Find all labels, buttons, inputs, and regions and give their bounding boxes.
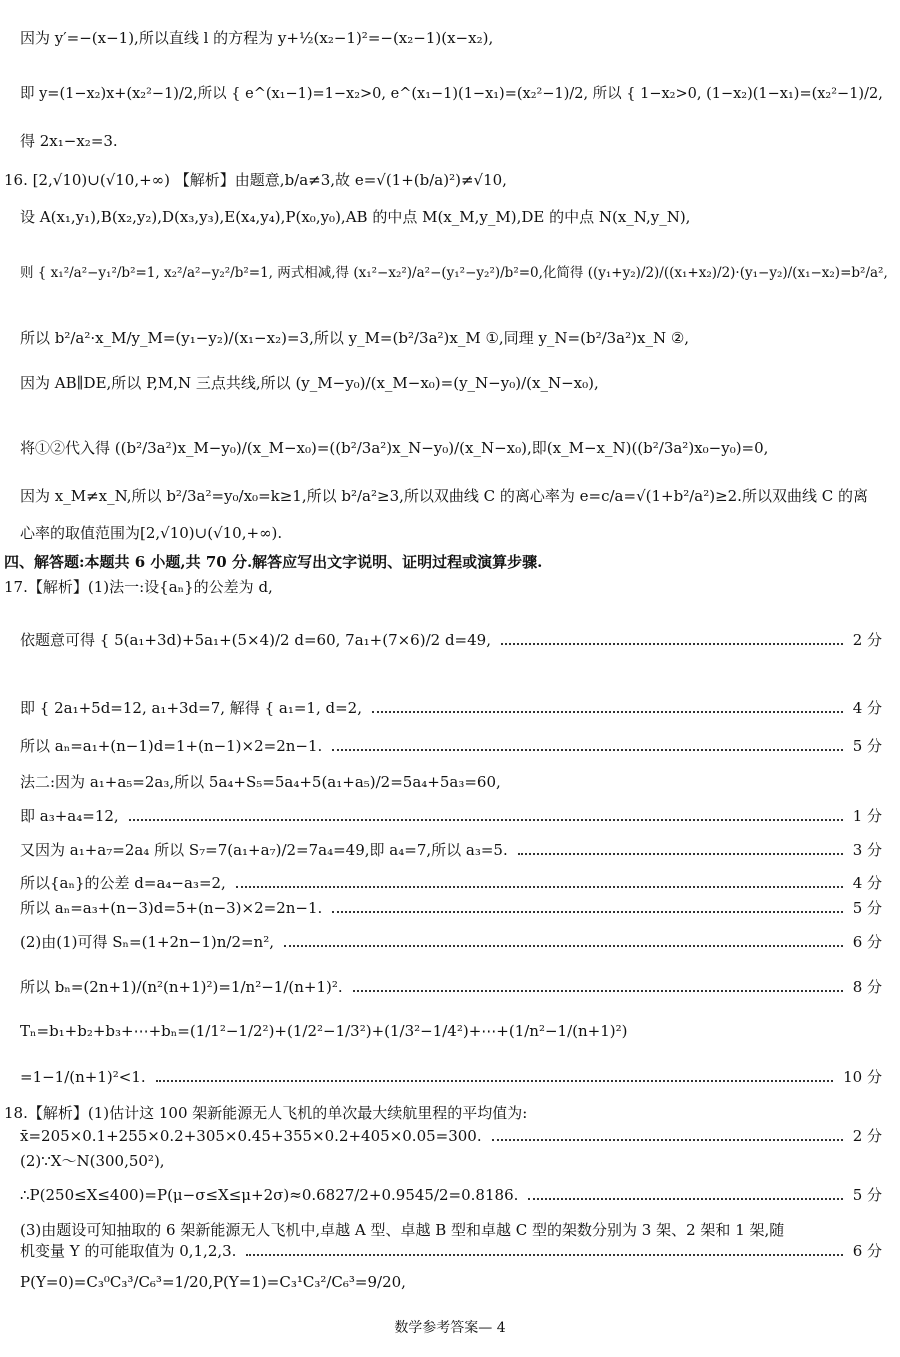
scored-line bbox=[0, 620, 900, 660]
line-text: 机变量 Y 的可能取值为 0,1,2,3. bbox=[20, 1242, 237, 1260]
line-text: 则 { x₁²/a²−y₁²/b²=1, x₂²/a²−y₂²/b²=1, 两式相减,得 (x₁²−x₂²)/a²−(y₁²−y₂²)/b²=0,化简得 ((y₁+y₂)/2)/((x₁+x₂)/2)·(y₁−y₂)/(x₁−x₂)=b²/a², bbox=[20, 265, 888, 281]
dot-leader bbox=[156, 1080, 833, 1082]
line-text: 17.【解析】(1)法一:设{aₙ}的公差为 d, bbox=[4, 578, 273, 596]
text-line bbox=[0, 197, 900, 237]
text-line bbox=[0, 121, 900, 161]
scored-line bbox=[0, 1057, 900, 1097]
score-label: 4 分 bbox=[852, 699, 882, 717]
line-text: 所以 aₙ=a₃+(n−3)d=5+(n−3)×2=2n−1. bbox=[20, 899, 323, 917]
dot-leader bbox=[246, 1254, 842, 1256]
text-line bbox=[0, 476, 900, 516]
line-text: 所以 b²/a²·x_M/y_M=(y₁−y₂)/(x₁−x₂)=3,所以 y_M=(b²/3a²)x_M ①,同理 y_N=(b²/3a²)x_N ②, bbox=[20, 329, 690, 347]
dot-leader bbox=[353, 990, 843, 992]
line-text: 法二:因为 a₁+a₅=2a₃,所以 5a₄+S₅=5a₄+5(a₁+a₅)/2=5a₄+5a₃=60, bbox=[20, 773, 501, 791]
dot-leader bbox=[372, 711, 843, 713]
scored-line bbox=[0, 1175, 900, 1215]
score-label: 2 分 bbox=[852, 631, 882, 649]
line-text: 所以 aₙ=a₁+(n−1)d=1+(n−1)×2=2n−1. bbox=[20, 737, 323, 755]
line-text: 四、解答题:本题共 6 小题,共 70 分.解答应写出文字说明、证明过程或演算步骤. bbox=[4, 553, 543, 571]
line-text: 依题意可得 { 5(a₁+3d)+5a₁+(5×4)/2 d=60, 7a₁+(7×6)/2 d=49, bbox=[20, 631, 491, 649]
line-text: 18.【解析】(1)估计这 100 架新能源无人飞机的单次最大续航里程的平均值为: bbox=[4, 1104, 528, 1122]
line-text: 16. [2,√10)∪(√10,+∞) 【解析】由题意,b/a≠3,故 e=√(1+(b/a)²)≠√10, bbox=[4, 171, 507, 189]
score-label: 10 分 bbox=[843, 1068, 882, 1086]
line-text: x̄=205×0.1+255×0.2+305×0.45+355×0.2+405×0.05=300. bbox=[20, 1127, 482, 1145]
dot-leader bbox=[501, 643, 843, 645]
line-text: 即 y=(1−x₂)x+(x₂²−1)/2,所以 { e^(x₁−1)=1−x₂>0, e^(x₁−1)(1−x₁)=(x₂²−1)/2, 所以 { 1−x₂>0, (1−x₂)(1−x₁)=(x₂²−1)/2, bbox=[20, 86, 883, 102]
text-line bbox=[0, 74, 900, 114]
line-text: 又因为 a₁+a₇=2a₄ 所以 S₇=7(a₁+a₇)/2=7a₄=49,即 a₄=7,所以 a₃=5. bbox=[20, 841, 508, 859]
line-text: 设 A(x₁,y₁),B(x₂,y₂),D(x₃,y₃),E(x₄,y₄),P(x₀,y₀),AB 的中点 M(x_M,y_M),DE 的中点 N(x_N,y_N), bbox=[20, 208, 691, 226]
text-line bbox=[0, 567, 900, 607]
scored-line bbox=[0, 688, 900, 728]
scored-line bbox=[0, 967, 900, 1007]
line-text: 得 2x₁−x₂=3. bbox=[20, 132, 118, 150]
score-label: 3 分 bbox=[852, 841, 882, 859]
line-text: 所以{aₙ}的公差 d=a₄−a₃=2, bbox=[20, 874, 226, 892]
scored-line bbox=[0, 922, 900, 962]
dot-leader bbox=[284, 945, 843, 947]
text-line bbox=[0, 318, 900, 358]
line-text: 因为 y′=−(x−1),所以直线 l 的方程为 y+½(x₂−1)²=−(x₂−1)(x−x₂), bbox=[20, 29, 494, 47]
text-line bbox=[0, 1262, 900, 1302]
line-text: 即 a₃+a₄=12, bbox=[20, 807, 119, 825]
line-text: (2)∵X～N(300,50²), bbox=[20, 1152, 165, 1170]
score-label: 4 分 bbox=[852, 874, 882, 892]
line-text: 将①②代入得 ((b²/3a²)x_M−y₀)/(x_M−x₀)=((b²/3a²)x_N−y₀)/(x_N−x₀),即(x_M−x_N)((b²/3a²)x₀−y₀)=0, bbox=[20, 439, 769, 457]
line-text: 心率的取值范围为[2,√10)∪(√10,+∞). bbox=[20, 524, 283, 542]
text-line bbox=[0, 253, 900, 293]
line-text: =1−1/(n+1)²<1. bbox=[20, 1068, 146, 1086]
score-label: 5 分 bbox=[852, 737, 882, 755]
line-text: 因为 x_M≠x_N,所以 b²/3a²=y₀/x₀=k≥1,所以 b²/a²≥3,所以双曲线 C 的离心率为 e=c/a=√(1+b²/a²)≥2.所以双曲线 C 的离 bbox=[20, 487, 868, 505]
dot-leader bbox=[129, 819, 843, 821]
score-label: 1 分 bbox=[852, 807, 882, 825]
text-line bbox=[0, 160, 900, 200]
text-line bbox=[0, 363, 900, 403]
line-text: ∴P(250≤X≤400)=P(μ−σ≤X≤μ+2σ)≈0.6827/2+0.9545/2=0.8186. bbox=[20, 1186, 519, 1204]
dot-leader bbox=[528, 1198, 842, 1200]
dot-leader bbox=[332, 749, 842, 751]
score-label: 5 分 bbox=[852, 899, 882, 917]
line-text: 因为 AB∥DE,所以 P,M,N 三点共线,所以 (y_M−y₀)/(x_M−x₀)=(y_N−y₀)/(x_N−x₀), bbox=[20, 374, 599, 392]
text-line bbox=[0, 1011, 900, 1051]
score-label: 6 分 bbox=[852, 1242, 882, 1260]
line-text: P(Y=0)=C₃⁰C₃³/C₆³=1/20,P(Y=1)=C₃¹C₃²/C₆³=9/20, bbox=[20, 1273, 406, 1291]
score-label: 5 分 bbox=[852, 1186, 882, 1204]
text-line bbox=[0, 18, 900, 58]
line-text: 即 { 2a₁+5d=12, a₁+3d=7, 解得 { a₁=1, d=2, bbox=[20, 699, 362, 717]
text-line bbox=[0, 428, 900, 468]
scored-line bbox=[0, 726, 900, 766]
score-label: 6 分 bbox=[852, 933, 882, 951]
score-label: 2 分 bbox=[852, 1127, 882, 1145]
page-footer: 数学参考答案— 4 bbox=[394, 1320, 506, 1336]
score-label: 8 分 bbox=[852, 978, 882, 996]
line-text: Tₙ=b₁+b₂+b₃+⋯+bₙ=(1/1²−1/2²)+(1/2²−1/3²)+(1/3²−1/4²)+⋯+(1/n²−1/(n+1)²) bbox=[20, 1022, 628, 1040]
dot-leader bbox=[518, 853, 843, 855]
line-text: (2)由(1)可得 Sₙ=(1+2n−1)n/2=n², bbox=[20, 933, 274, 951]
dot-leader bbox=[332, 911, 842, 913]
line-text: 所以 bₙ=(2n+1)/(n²(n+1)²)=1/n²−1/(n+1)². bbox=[20, 978, 343, 996]
line-text: (3)由题设可知抽取的 6 架新能源无人飞机中,卓越 A 型、卓越 B 型和卓越 C 型的架数分别为 3 架、2 架和 1 架,随 bbox=[20, 1221, 785, 1239]
